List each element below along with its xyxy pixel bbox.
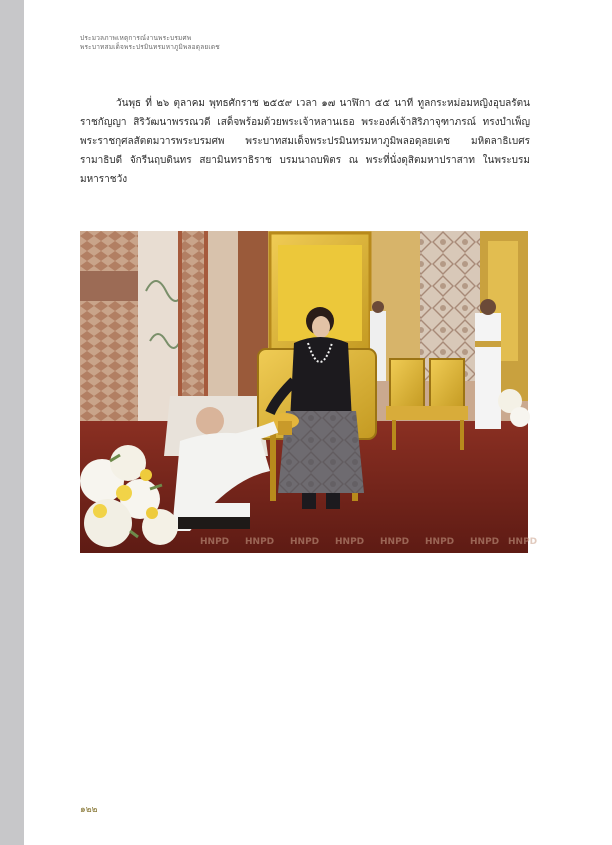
watermark: HNPD (290, 537, 320, 547)
body-paragraph: วันพุธ ที่ ๒๖ ตุลาคม พุทธศักราช ๒๕๕๙ เวลา ๑๗ นาฬิกา ๕๕ นาที ทูลกระหม่อมหญิงอุบลรัตน ราชกัญญา สิริวัฒนาพรรณวดี เสด็จพร้อมด้วยพระเจ้าหลานเธอ พระองค์เจ้าสิริภาจุฑาภรณ์ ทรงบำเพ็ญพระราชกุศลสัตตมวารพระบรมศพ พระบาทสมเด็จพระปรมินทรมหาภูมิพลอดุลยเดช มหิตลาธิเบศรรามาธิบดี จักรีนฤบดินทร สยามินทราธิราช บรมนาถบพิตร ณ พระที่นั่งดุสิตมหาปราสาท ในพระบรมมหาราชวัง (80, 98, 530, 185)
side-bar (0, 0, 24, 845)
watermark: HNPD (508, 537, 538, 547)
watermark: HNPD (335, 537, 365, 547)
watermark: HNPD (425, 537, 455, 547)
header-line-1: ประมวลภาพเหตุการณ์งานพระบรมศพ (80, 34, 192, 42)
watermark: HNPD (380, 537, 410, 547)
header-line-2: พระบาทสมเด็จพระปรมินทรมหาภูมิพลอดุลยเดช (80, 43, 220, 51)
watermark: HNPD (200, 537, 230, 547)
watermark: HNPD (470, 537, 500, 547)
running-header (80, 34, 220, 52)
ceremony-photo (80, 231, 538, 553)
page-number: ๑๒๒ (80, 805, 98, 815)
body-text (80, 94, 530, 189)
ceremony-photo-illustration (80, 231, 538, 553)
watermark: HNPD (245, 537, 275, 547)
